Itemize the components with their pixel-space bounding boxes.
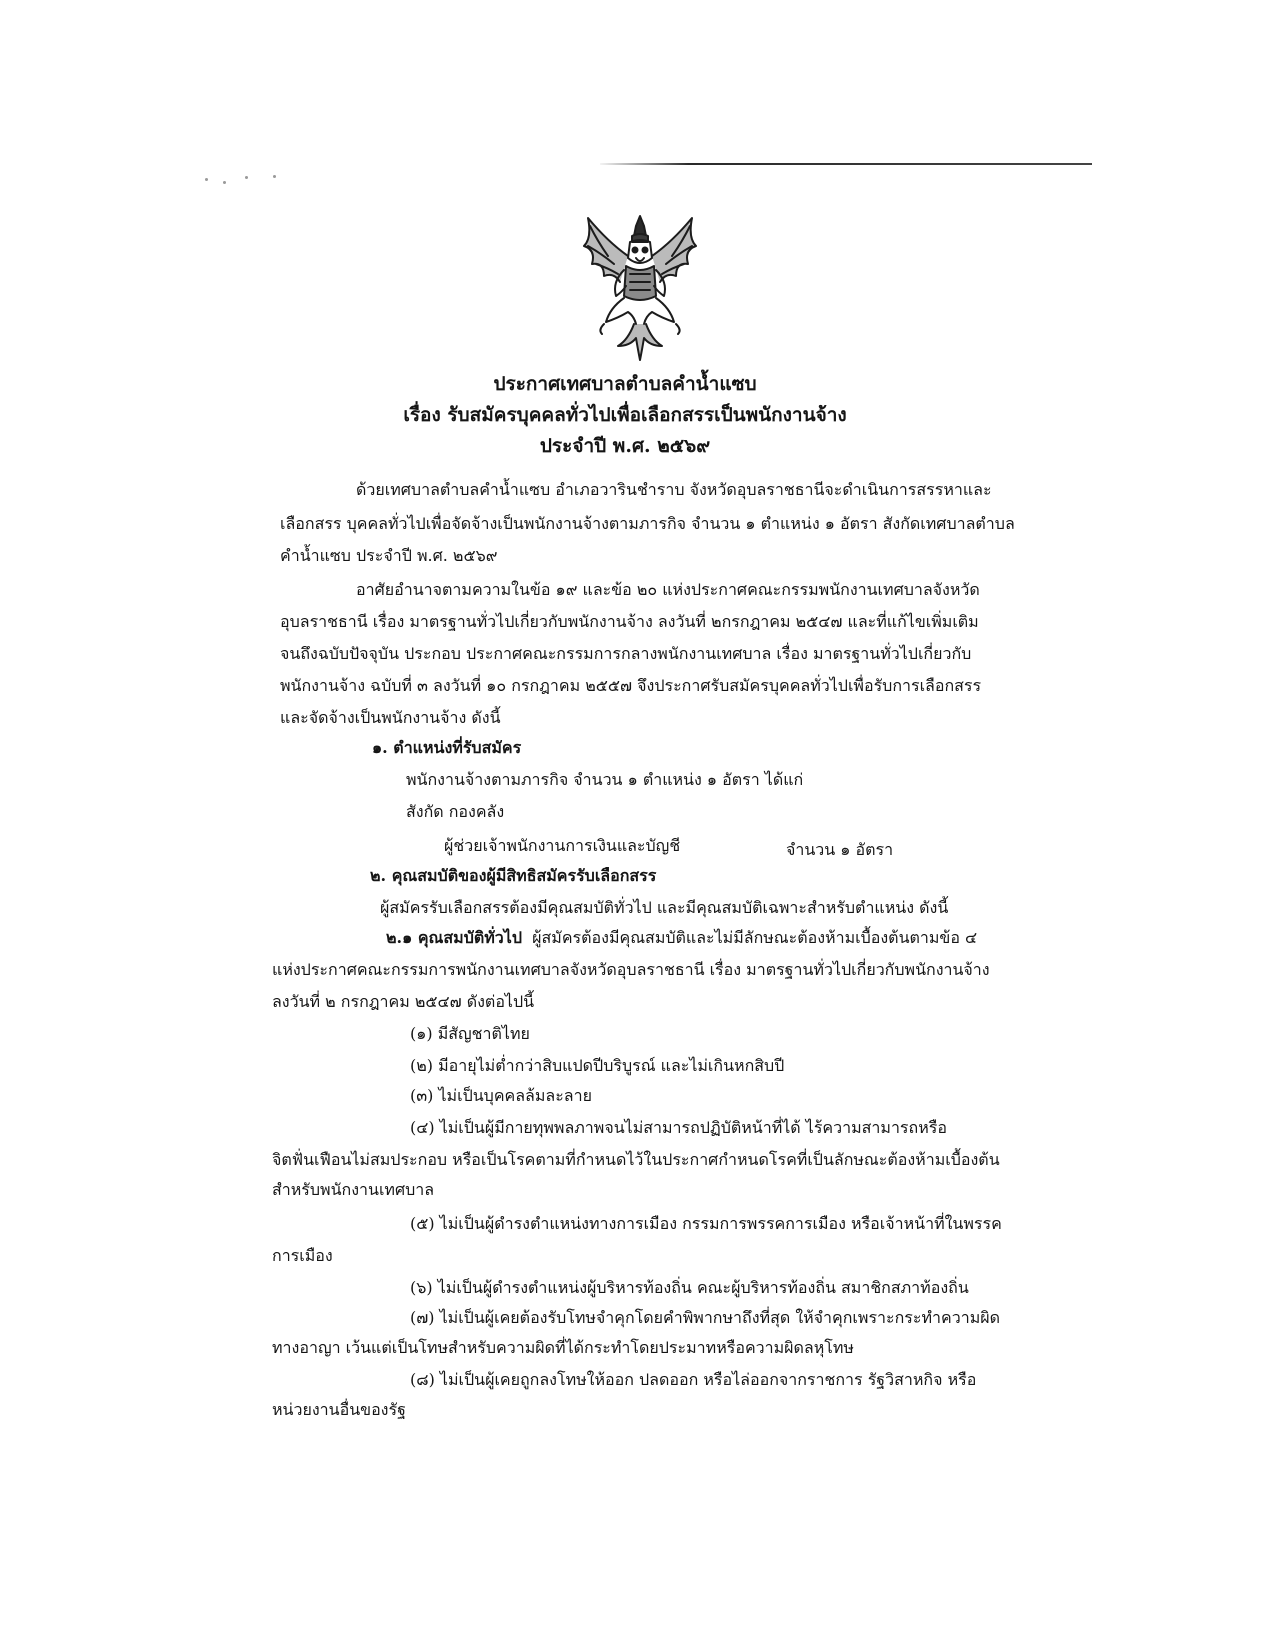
item-4-line-1: (๔) ไม่เป็นผู้มีกายทุพพลภาพจนไม่สามารถปฏิบัติหน้าที่ได้ ไร้ความสามารถหรือ [410,1118,947,1137]
item-4-line-3: สำหรับพนักงานเทศบาล [272,1180,435,1199]
section-1-line-2: สังกัด กองคลัง [406,802,505,821]
authority-line-4: พนักงานจ้าง ฉบับที่ ๓ ลงวันที่ ๑๐ กรกฎาคม ๒๕๕๗ จึงประกาศรับสมัครบุคคลทั่วไปเพื่อรับการเลือกสรร [280,676,982,695]
authority-line-2: อุบลราชธานี เรื่อง มาตรฐานทั่วไปเกี่ยวกับพนักงานจ้าง ลงวันที่ ๒กรกฎาคม ๒๕๔๗ และที่แก้ไขเพิ่มเติม [280,612,979,631]
announcement-title: ประกาศเทศบาลตำบลคำน้ำแซบ [493,373,757,395]
section-2-1-line-2: แห่งประกาศคณะกรรมการพนักงานเทศบาลจังหวัดอุบลราชธานี เรื่อง มาตรฐานทั่วไปเกี่ยวกับพนักงานจ้าง [272,960,990,979]
intro-line-3: คำน้ำแซบ ประจำปี พ.ศ. ๒๕๖๙ [280,546,498,565]
section-2-1-heading: ๒.๑ คุณสมบัติทั่วไป [386,928,522,947]
section-2-1-line-3: ลงวันที่ ๒ กรกฎาคม ๒๕๔๗ ดังต่อไปนี้ [272,992,535,1011]
item-5-line-2: การเมือง [272,1246,333,1265]
item-7-line-1: (๗) ไม่เป็นผู้เคยต้องรับโทษจำคุกโดยคำพิพากษาถึงที่สุด ให้จำคุกเพราะกระทำความผิด [410,1308,1000,1327]
item-3: (๓) ไม่เป็นบุคคลล้มละลาย [410,1086,592,1105]
authority-line-1: อาศัยอำนาจตามความในข้อ ๑๙ และข้อ ๒๐ แห่งประกาศคณะกรรมพนักงานเทศบาลจังหวัด [356,580,980,599]
item-1: (๑) มีสัญชาติไทย [410,1024,530,1043]
authority-line-5: และจัดจ้างเป็นพนักงานจ้าง ดังนี้ [280,708,501,727]
section-1-position: ผู้ช่วยเจ้าพนักงานการเงินและบัญชี [444,836,681,855]
item-5-line-1: (๕) ไม่เป็นผู้ดำรงตำแหน่งทางการเมือง กรรมการพรรคการเมือง หรือเจ้าหน้าที่ในพรรค [410,1214,1002,1233]
announcement-title-block [275,369,975,462]
authority-line-3: จนถึงฉบับปัจจุบัน ประกอบ ประกาศคณะกรรมการกลางพนักงานเทศบาล เรื่อง มาตรฐานทั่วไปเกี่ยวกับ [280,644,972,663]
section-2-1-text: ผู้สมัครต้องมีคุณสมบัติและไม่มีลักษณะต้องห้ามเบื้องต้นตามข้อ ๔ [532,928,978,947]
item-8-line-1: (๘) ไม่เป็นผู้เคยถูกลงโทษให้ออก ปลดออก หรือไล่ออกจากราชการ รัฐวิสาหกิจ หรือ [410,1370,977,1389]
section-1-count: จำนวน ๑ อัตรา [786,840,894,859]
garuda-emblem-icon [578,212,702,364]
section-1-heading: ๑. ตำแหน่งที่รับสมัคร [372,738,522,757]
item-7-line-2: ทางอาญา เว้นแต่เป็นโทษสำหรับความผิดที่ได้กระทำโดยประมาทหรือความผิดลหุโทษ [272,1338,854,1357]
intro-line-2: เลือกสรร บุคคลทั่วไปเพื่อจัดจ้างเป็นพนักงานจ้างตามภารกิจ จำนวน ๑ ตำแหน่ง ๑ อัตรา สังกัดเทศบาลตำบล [280,514,1015,533]
scan-specks [205,172,305,192]
item-6: (๖) ไม่เป็นผู้ดำรงตำแหน่งผู้บริหารท้องถิ่น คณะผู้บริหารท้องถิ่น สมาชิกสภาท้องถิ่น [410,1278,969,1297]
intro-line-1: ด้วยเทศบาลตำบลคำน้ำแซบ อำเภอวารินชำราบ จังหวัดอุบลราชธานีจะดำเนินการสรรหาและ [356,480,992,499]
scan-artifact-line [600,163,1092,165]
item-8-line-2: หน่วยงานอื่นของรัฐ [272,1400,406,1419]
item-4-line-2: จิตฟั่นเฟือนไม่สมประกอบ หรือเป็นโรคตามที่กำหนดไว้ในประกาศกำหนดโรคที่เป็นลักษณะต้องห้ามเบื้องต้น [272,1150,1000,1169]
section-2-heading: ๒. คุณสมบัติของผู้มีสิทธิสมัครรับเลือกสรร [370,866,657,885]
section-2-line-1: ผู้สมัครรับเลือกสรรต้องมีคุณสมบัติทั่วไป และมีคุณสมบัติเฉพาะสำหรับตำแหน่ง ดังนี้ [380,898,949,917]
announcement-subject: เรื่อง รับสมัครบุคคลทั่วไปเพื่อเลือกสรรเป็นพนักงานจ้าง [403,404,847,426]
announcement-year: ประจำปี พ.ศ. ๒๕๖๙ [539,435,711,457]
item-2: (๒) มีอายุไม่ต่ำกว่าสิบแปดปีบริบูรณ์ และไม่เกินหกสิบปี [410,1056,785,1075]
section-1-line-1: พนักงานจ้างตามภารกิจ จำนวน ๑ ตำแหน่ง ๑ อัตรา ได้แก่ [406,770,804,789]
section-2-1-line [386,928,977,948]
